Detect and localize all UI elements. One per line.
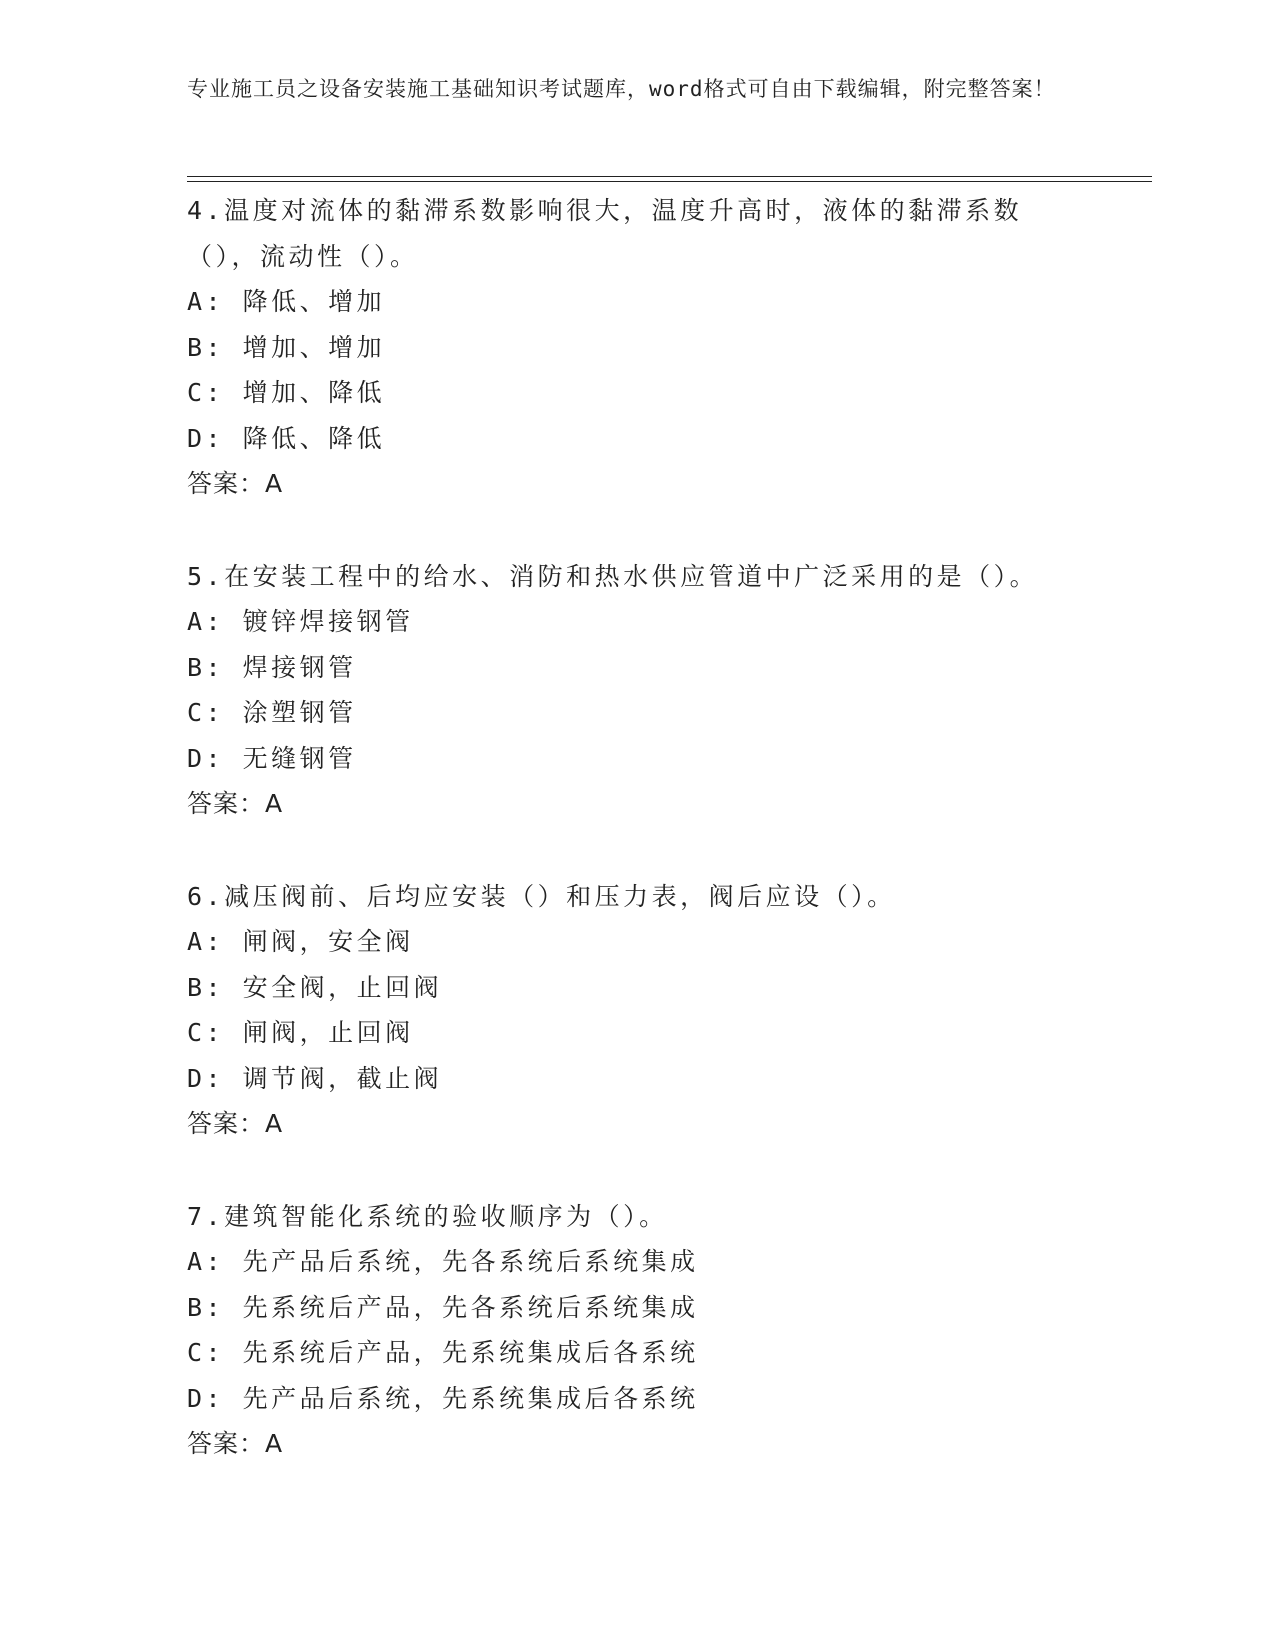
question-text: 6.减压阀前、后均应安装（）和压力表，阀后应设（）。 — [187, 881, 896, 911]
option-a: A: 降低、增加 — [187, 287, 386, 316]
option-a: A: 先产品后系统，先各系统后系统集成 — [187, 1247, 699, 1276]
option-b: B: 先系统后产品，先各系统后系统集成 — [187, 1292, 699, 1322]
option-a: A: 镀锌焊接钢管 — [187, 607, 414, 636]
header-divider-top — [187, 176, 1152, 177]
option-b: B: 焊接钢管 — [187, 652, 357, 682]
question-item — [187, 188, 1087, 507]
option-c: C: 先系统后产品，先系统集成后各系统 — [187, 1338, 699, 1367]
option-d: D: 无缝钢管 — [187, 743, 357, 773]
option-d: D: 先产品后系统，先系统集成后各系统 — [187, 1383, 699, 1413]
question-text: 5.在安装工程中的给水、消防和热水供应管道中广泛采用的是（）。 — [187, 561, 1039, 591]
answer-text: 答案：A — [187, 469, 284, 498]
answer-text: 答案：A — [187, 1429, 284, 1458]
document-header: 专业施工员之设备安装施工基础知识考试题库，word格式可自由下载编辑，附完整答案！ — [187, 77, 1056, 101]
question-item — [187, 554, 1087, 827]
header-divider-bottom — [187, 181, 1152, 182]
question-text: 4.温度对流体的黏滞系数影响很大，温度升高时，液体的黏滞系数（），流动性（）。 — [187, 196, 1023, 271]
option-a: A: 闸阀，安全阀 — [187, 927, 414, 956]
option-d: D: 调节阀，截止阀 — [187, 1063, 443, 1093]
question-text: 7.建筑智能化系统的验收顺序为（）。 — [187, 1201, 668, 1231]
answer-text: 答案：A — [187, 1109, 284, 1138]
question-item — [187, 1194, 1087, 1467]
question-item — [187, 874, 1087, 1147]
option-b: B: 增加、增加 — [187, 332, 386, 362]
question-list — [187, 188, 1087, 1514]
option-c: C: 闸阀，止回阀 — [187, 1018, 414, 1047]
answer-text: 答案：A — [187, 789, 284, 818]
option-c: C: 增加、降低 — [187, 378, 386, 407]
option-d: D: 降低、降低 — [187, 423, 386, 453]
option-b: B: 安全阀，止回阀 — [187, 972, 443, 1002]
option-c: C: 涂塑钢管 — [187, 698, 357, 727]
